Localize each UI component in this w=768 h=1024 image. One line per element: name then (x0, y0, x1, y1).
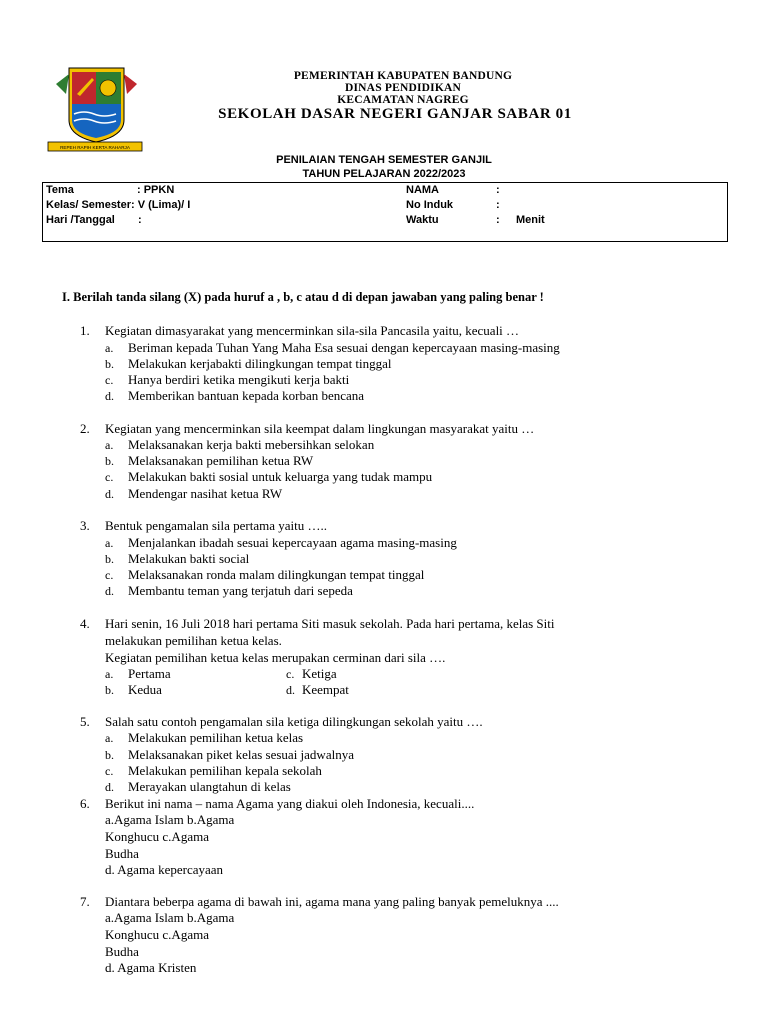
nama-value: : (496, 184, 500, 196)
q2-option-b-letter: b. (105, 454, 114, 468)
q2-option-d: Mendengar nasihat ketua RW (128, 486, 283, 501)
q4-option-a: Pertama (128, 666, 171, 681)
question-2-text: Kegiatan yang mencerminkan sila keempat dalam lingkungan masyarakat yaitu … (105, 421, 535, 436)
question-4-text-line-1: Hari senin, 16 Juli 2018 hari pertama Siti masuk sekolah. Pada hari pertama, kelas Siti (105, 616, 555, 631)
tema-value: : PPKN (137, 184, 175, 196)
q2-option-c: Melakukan bakti sosial untuk keluarga yang tudak mampu (128, 469, 433, 484)
q3-option-b: Melakukan bakti social (128, 551, 250, 566)
q1-option-a-letter: a. (105, 341, 114, 355)
question-5-number: 5. (80, 714, 90, 729)
question-6-text: Berikut ini nama – nama Agama yang diakui oleh Indonesia, kecuali.... (105, 796, 475, 811)
q2-option-a-letter: a. (105, 438, 114, 452)
q1-option-b: Melakukan kerjabakti dilingkungan tempat tinggal (128, 356, 392, 371)
q5-option-b-letter: b. (105, 748, 114, 762)
q5-option-a: Melakukan pemilihan ketua kelas (128, 730, 304, 745)
waktu-unit: Menit (516, 214, 545, 226)
q3-option-d: Membantu teman yang terjatuh dari sepeda (128, 583, 353, 598)
q4-option-b-letter: b. (105, 683, 114, 697)
hari-tanggal-label: Hari /Tanggal (46, 214, 115, 226)
q1-option-d: Memberikan bantuan kepada korban bencana (128, 388, 365, 403)
q1-option-a: Beriman kepada Tuhan Yang Maha Esa sesuai dengan kepercayaan masing-masing (128, 340, 560, 355)
kelas-semester: Kelas/ Semester: V (Lima)/ I (46, 199, 191, 211)
q6-options-line-3: Budha (105, 846, 139, 861)
hari-tanggal-value: : (138, 214, 142, 226)
q6-options-line-1: a.Agama Islam b.Agama (105, 812, 235, 827)
question-4-text-line-3: Kegiatan pemilihan ketua kelas merupakan cerminan dari sila …. (105, 650, 446, 665)
q6-options-line-4: d. Agama kepercayaan (105, 862, 224, 877)
question-6-number: 6. (80, 796, 90, 811)
question-4-number: 4. (80, 616, 90, 631)
q5-option-c: Melakukan pemilihan kepala sekolah (128, 763, 322, 778)
q4-option-d-letter: d. (286, 683, 295, 697)
waktu-label: Waktu (406, 214, 439, 226)
q4-option-c: Ketiga (302, 666, 337, 681)
q3-option-d-letter: d. (105, 584, 114, 598)
q5-option-d-letter: d. (105, 780, 114, 794)
question-3-number: 3. (80, 518, 90, 533)
q7-options-line-4: d. Agama Kristen (105, 960, 197, 975)
q2-option-c-letter: c. (105, 470, 114, 484)
q7-options-line-2: Konghucu c.Agama (105, 927, 209, 942)
q3-option-b-letter: b. (105, 552, 114, 566)
question-7-text: Diantara beberpa agama di bawah ini, agama mana yang paling banyak pemeluknya .... (105, 894, 559, 909)
question-1-text: Kegiatan dimasyarakat yang mencerminkan sila-sila Pancasila yaitu, kecuali … (105, 323, 520, 338)
tema-label: Tema (46, 184, 74, 196)
question-1-number: 1. (80, 323, 90, 338)
letterhead-line-2: DINAS PENDIDIKAN (345, 82, 461, 94)
q7-options-line-3: Budha (105, 944, 139, 959)
kabupaten-bandung-logo-icon (44, 64, 146, 154)
q3-option-a: Menjalankan ibadah sesuai kepercayaan agama masing-masing (128, 535, 457, 550)
letterhead-line-3: KECAMATAN NAGREG (337, 94, 469, 106)
q3-option-a-letter: a. (105, 536, 114, 550)
q2-option-a: Melaksanakan kerja bakti mebersihkan selokan (128, 437, 375, 452)
school-name: SEKOLAH DASAR NEGERI GANJAR SABAR 01 (218, 106, 572, 122)
question-4-text-line-2: melakukan pemilihan ketua kelas. (105, 633, 282, 648)
q2-option-b: Melaksanakan pemilihan ketua RW (128, 453, 314, 468)
question-3-text: Bentuk pengamalan sila pertama yaitu ….. (105, 518, 328, 533)
instruction-text: I. Berilah tanda silang (X) pada huruf a , b, c atau d di depan jawaban yang paling benar ! (62, 290, 544, 304)
q2-option-d-letter: d. (105, 487, 114, 501)
question-2-number: 2. (80, 421, 90, 436)
q6-options-line-2: Konghucu c.Agama (105, 829, 209, 844)
nama-label: NAMA (406, 184, 439, 196)
q4-option-a-letter: a. (105, 667, 114, 681)
q4-option-c-letter: c. (286, 667, 295, 681)
q4-option-b: Kedua (128, 682, 162, 697)
question-7-number: 7. (80, 894, 90, 909)
q5-option-a-letter: a. (105, 731, 114, 745)
q4-option-d: Keempat (302, 682, 349, 697)
q5-option-c-letter: c. (105, 764, 114, 778)
no-induk-value: : (496, 199, 500, 211)
letterhead-line-1: PEMERINTAH KABUPATEN BANDUNG (293, 70, 513, 82)
q1-option-d-letter: d. (105, 389, 114, 403)
exam-title: PENILAIAN TENGAH SEMESTER GANJIL (276, 154, 492, 166)
q5-option-b: Melaksanakan piket kelas sesuai jadwalnya (128, 747, 354, 762)
logo-ribbon-text: REPEH RAPIH KERTA RAHARJA (60, 145, 130, 150)
q3-option-c: Melaksanakan ronda malam dilingkungan tempat tinggal (128, 567, 425, 582)
q3-option-c-letter: c. (105, 568, 114, 582)
question-5-text: Salah satu contoh pengamalan sila ketiga dilingkungan sekolah yaitu …. (105, 714, 483, 729)
q7-options-line-1: a.Agama Islam b.Agama (105, 910, 235, 925)
q1-option-c-letter: c. (105, 373, 114, 387)
exam-year: TAHUN PELAJARAN 2022/2023 (302, 168, 466, 180)
q5-option-d: Merayakan ulangtahun di kelas (128, 779, 291, 794)
q1-option-b-letter: b. (105, 357, 114, 371)
no-induk-label: No Induk (406, 199, 454, 211)
q1-option-c: Hanya berdiri ketika mengikuti kerja bakti (128, 372, 350, 387)
waktu-value: : (496, 214, 500, 226)
